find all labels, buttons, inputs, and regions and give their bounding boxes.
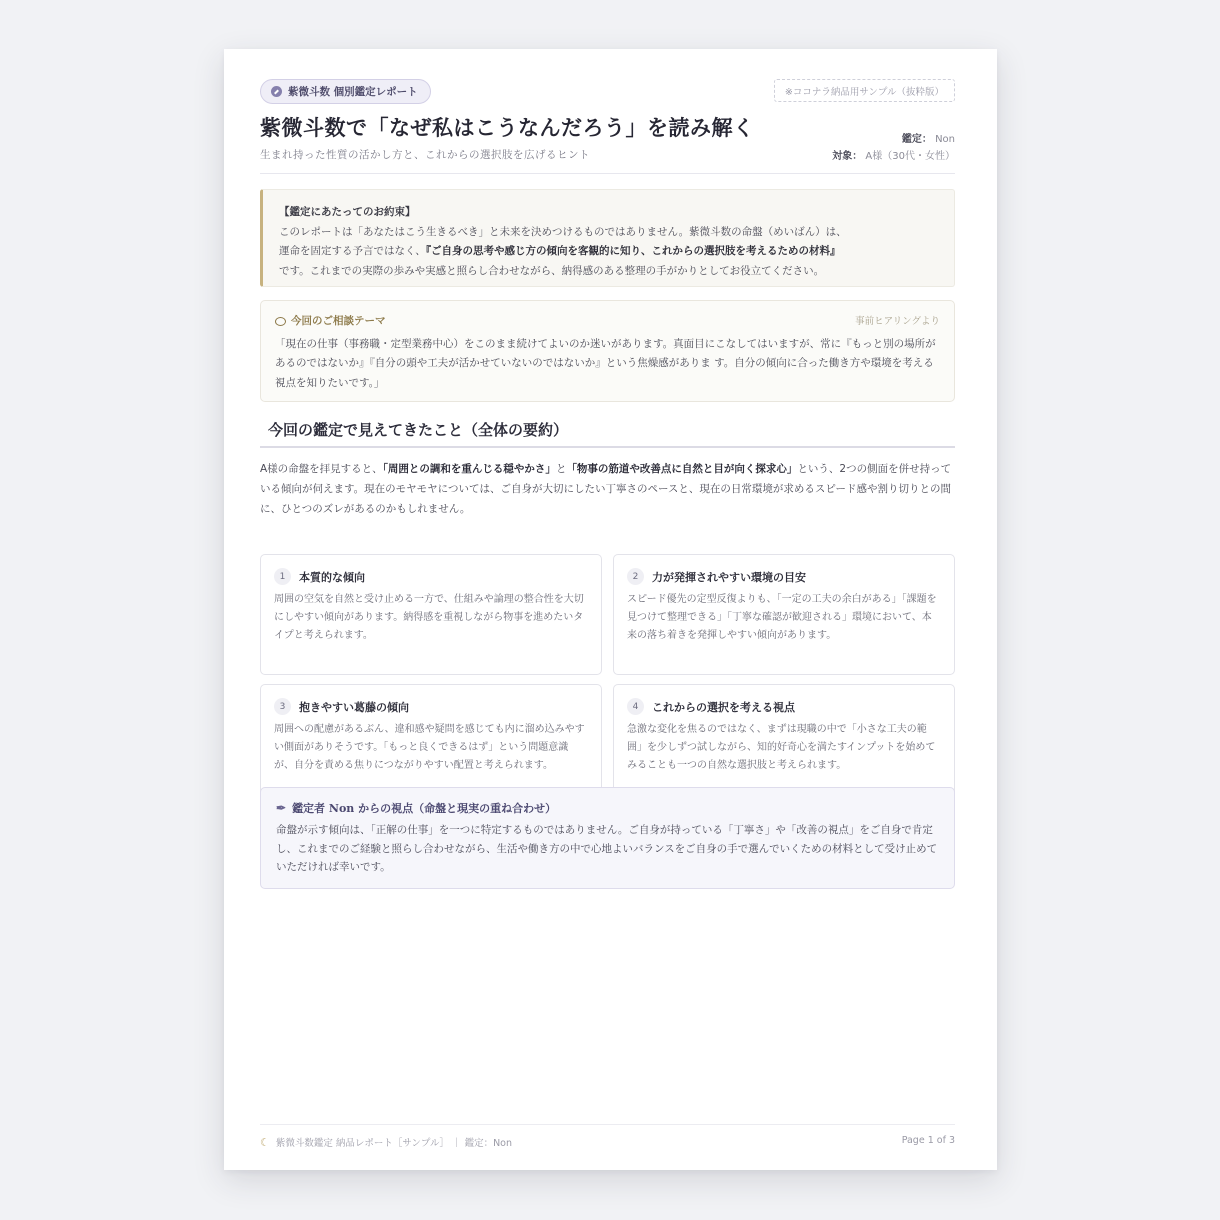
consult-theme-box xyxy=(260,300,955,402)
card-title: 本質的な傾向 xyxy=(299,570,365,584)
card-body: 周囲への配慮があるぶん、違和感や疑問を感じても内に溜め込みやすい側面がありそうです。「もっと良くできるはず」という問題意識が、自分を責める焦りにつながりやすい配置と考えられます。 xyxy=(274,724,585,771)
target-label: 対象： xyxy=(832,151,863,162)
footer-text: 紫微斗数鑑定 納品レポート［サンプル］ ｜ 鑑定：Non xyxy=(275,1138,513,1149)
summary-emphasis-1: 「周囲との調和を重んじる穏やかさ」 xyxy=(382,463,556,475)
consult-header xyxy=(275,312,940,332)
card-number: 2 xyxy=(627,568,644,585)
section-title: 今回の鑑定で見えてきたこと（全体の要約） xyxy=(268,421,569,439)
appraiser-label: 鑑定： xyxy=(901,134,932,145)
summary-text-3: という、2つの側面を併せ持っている傾向が伺えます。現在のモヤモヤについては、ご自身が大切にしたい丁寧さのペースと、現在の日常環境が求めるスピード感や割り切りとの間に、ひとつのズレがあるのかもしれません。 xyxy=(260,463,952,515)
footer-left xyxy=(260,1135,512,1149)
card-title: 力が発揮されやすい環境の目安 xyxy=(652,570,806,584)
speech-bubble-icon xyxy=(275,317,286,326)
summary-paragraph xyxy=(260,459,955,519)
card-title: これからの選択を考える視点 xyxy=(652,700,795,714)
card-number: 4 xyxy=(627,698,644,715)
appraiser-row xyxy=(832,131,955,148)
summary-text-1: A様の命盤を拝見すると、 xyxy=(260,463,383,475)
card-body: 急激な変化を焦るのではなく、まずは現職の中で「小さな工夫の範囲」を少しずつ試しながら、知的好奇心を満たすインプットを始めてみることも一つの自然な選択肢と考えられます。 xyxy=(627,724,936,771)
section-divider xyxy=(260,446,955,448)
insight-card xyxy=(260,554,602,675)
card-body: 周囲の空気を自然と受け止める一方で、仕組みや論理の整合性を大切にしやすい傾向があります。納得感を重視しながら物事を進めたいタイプと考えられます。 xyxy=(274,594,584,641)
viewpoint-body: 命盤が示す傾向は、「正解の仕事」を一つに特定するものではありません。ご自身が持っている「丁寧さ」や「改善の視点」をご自身で肯定し、これまでのご経験と照らし合わせながら、生活や働き方の中で心地よいバランスをご自身の手で選んでいくための材料として受け止めていただければ幸いです。 xyxy=(276,824,938,873)
card-header xyxy=(274,568,588,585)
report-type-label: 紫微斗数 個別鑑定レポート xyxy=(288,86,418,98)
consult-title xyxy=(275,312,386,332)
footer-divider xyxy=(260,1124,955,1125)
viewpoint-title: 鑑定者 Non からの視点（命盤と現実の重ね合わせ） xyxy=(292,802,557,815)
target-row xyxy=(832,148,955,165)
header-divider xyxy=(260,173,955,174)
card-header xyxy=(627,698,941,715)
notice-line-2-text: 運命を固定する予言ではなく、 xyxy=(279,245,426,257)
feather-icon: ✒ xyxy=(276,801,287,815)
target-value: A様（30代・女性） xyxy=(865,151,955,162)
card-title: 抱きやすい葛藤の傾向 xyxy=(299,700,409,714)
consult-title-text: 今回のご相談テーマ xyxy=(291,315,386,327)
notice-line-2 xyxy=(279,242,940,262)
report-page xyxy=(224,49,997,1170)
summary-text-2: と xyxy=(555,463,567,475)
page-subtitle: 生まれ持った性質の活かし方と、これからの選択肢を広げるヒント xyxy=(260,149,590,161)
moon-icon: ☾ xyxy=(260,1135,270,1149)
card-number: 1 xyxy=(274,568,291,585)
notice-heading: 【鑑定にあたってのお約束】 xyxy=(279,206,416,218)
report-type-pill xyxy=(260,79,431,104)
notice-box xyxy=(260,189,955,287)
card-header xyxy=(274,698,588,715)
notice-line-3: です。これまでの実際の歩みや実感と照らし合わせながら、納得感のある整理の手がかりとしてお役立てください。 xyxy=(279,264,825,277)
consult-source: 事前ヒアリングより xyxy=(855,316,940,327)
appraiser-viewpoint-box xyxy=(260,787,955,889)
card-body: スピード優先の定型反復よりも、「一定の工夫の余白がある」「課題を見つけて整理できる」「丁寧な確認が歓迎される」環境において、本来の落ち着きを発揮しやすい傾向があります。 xyxy=(627,594,937,641)
insight-card xyxy=(613,554,955,675)
card-number: 3 xyxy=(274,698,291,715)
report-meta xyxy=(832,131,955,165)
consult-body: 「現在の仕事（事務職・定型業務中心）をこのまま続けてよいのか迷いがあります。真面目にこなしてはいますが、常に『もっと別の場所があるのではないか』『自分の頭や工夫が活かせていないのではないか』という焦燥感がありま す。自分の傾向に合った働き方や環境を考える視点を知りたいです。」 xyxy=(275,337,936,389)
sample-note: ※ココナラ納品用サンプル（抜粋版） xyxy=(774,79,955,102)
summary-emphasis-2: 「物事の筋道や改善点に自然と目が向く探求心」 xyxy=(566,463,798,475)
appraiser-value: Non xyxy=(935,134,955,145)
page-title: 紫微斗数で「なぜ私はこうなんだろう」を読み解く xyxy=(260,115,755,140)
page-number: Page 1 of 3 xyxy=(901,1135,955,1146)
notice-line-1: このレポートは「あなたはこう生きるべき」と未来を決めつけるものではありません。紫微斗数の命盤（めいばん）は、 xyxy=(279,225,847,238)
notice-emphasis: 『ご自身の思考や感じ方の傾向を客観的に知り、これからの選択肢を考えるための材料』 xyxy=(425,245,841,257)
check-circle-icon xyxy=(271,86,282,97)
card-header xyxy=(627,568,941,585)
viewpoint-header xyxy=(276,800,940,816)
